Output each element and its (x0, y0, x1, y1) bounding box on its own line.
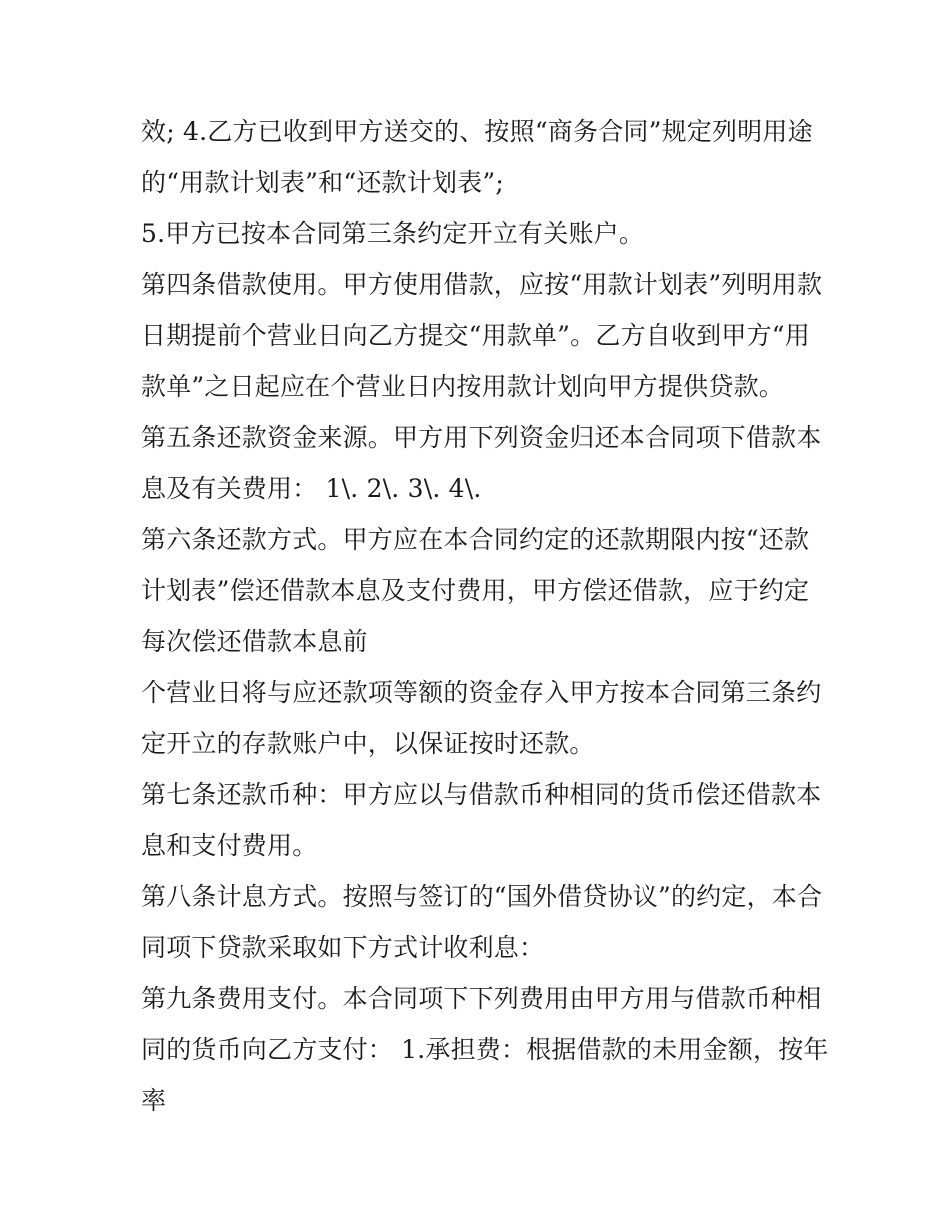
text-line: 款单”之日起应在个营业日内按用款计划向甲方提供贷款。 (141, 372, 784, 401)
text-line: 同项下贷款采取如下方式计收利息： (141, 933, 545, 962)
text-line: 第七条还款币种：甲方应以与借款币种相同的货币偿还借款本 (141, 780, 822, 809)
text-line: 定开立的存款账户中，以保证按时还款。 (141, 729, 595, 758)
text-line: 日期提前个营业日向乙方提交“用款单”。乙方自收到甲方“用 (141, 321, 810, 350)
text-line: 5.甲方已按本合同第三条约定开立有关账户。 (141, 219, 645, 248)
text-line: 息和支付费用。 (141, 831, 318, 860)
text-line: 率 (141, 1086, 167, 1115)
text-line: 第四条借款使用。甲方使用借款，应按“用款计划表”列明用款 (141, 270, 823, 299)
text-line: 每次偿还借款本息前 (141, 627, 368, 656)
text-line: 第六条还款方式。甲方应在本合同约定的还款期限内按“还款 (141, 525, 810, 554)
text-line: 息及有关费用： 1\. 2\. 3\. 4\. (141, 474, 482, 503)
text-line: 同的货币向乙方支付： 1.承担费：根据借款的未用金额，按年 (141, 1035, 829, 1064)
text-line: 个营业日将与应还款项等额的资金存入甲方按本合同第三条约 (141, 678, 822, 707)
text-line: 第五条还款资金来源。甲方用下列资金归还本合同项下借款本 (141, 423, 822, 452)
document-body (141, 106, 829, 1126)
text-line: 第八条计息方式。按照与签订的“国外借贷协议”的约定，本合 (141, 882, 823, 911)
text-line: 的“用款计划表”和“还款计划表”; (141, 168, 504, 197)
text-line: 第九条费用支付。本合同项下下列费用由甲方用与借款币种相 (141, 984, 822, 1013)
text-line: 计划表”偿还借款本息及支付费用，甲方偿还借款，应于约定 (141, 576, 810, 605)
text-line: 效; 4.乙方已收到甲方送交的、按照“商务合同”规定列明用途 (141, 117, 813, 146)
